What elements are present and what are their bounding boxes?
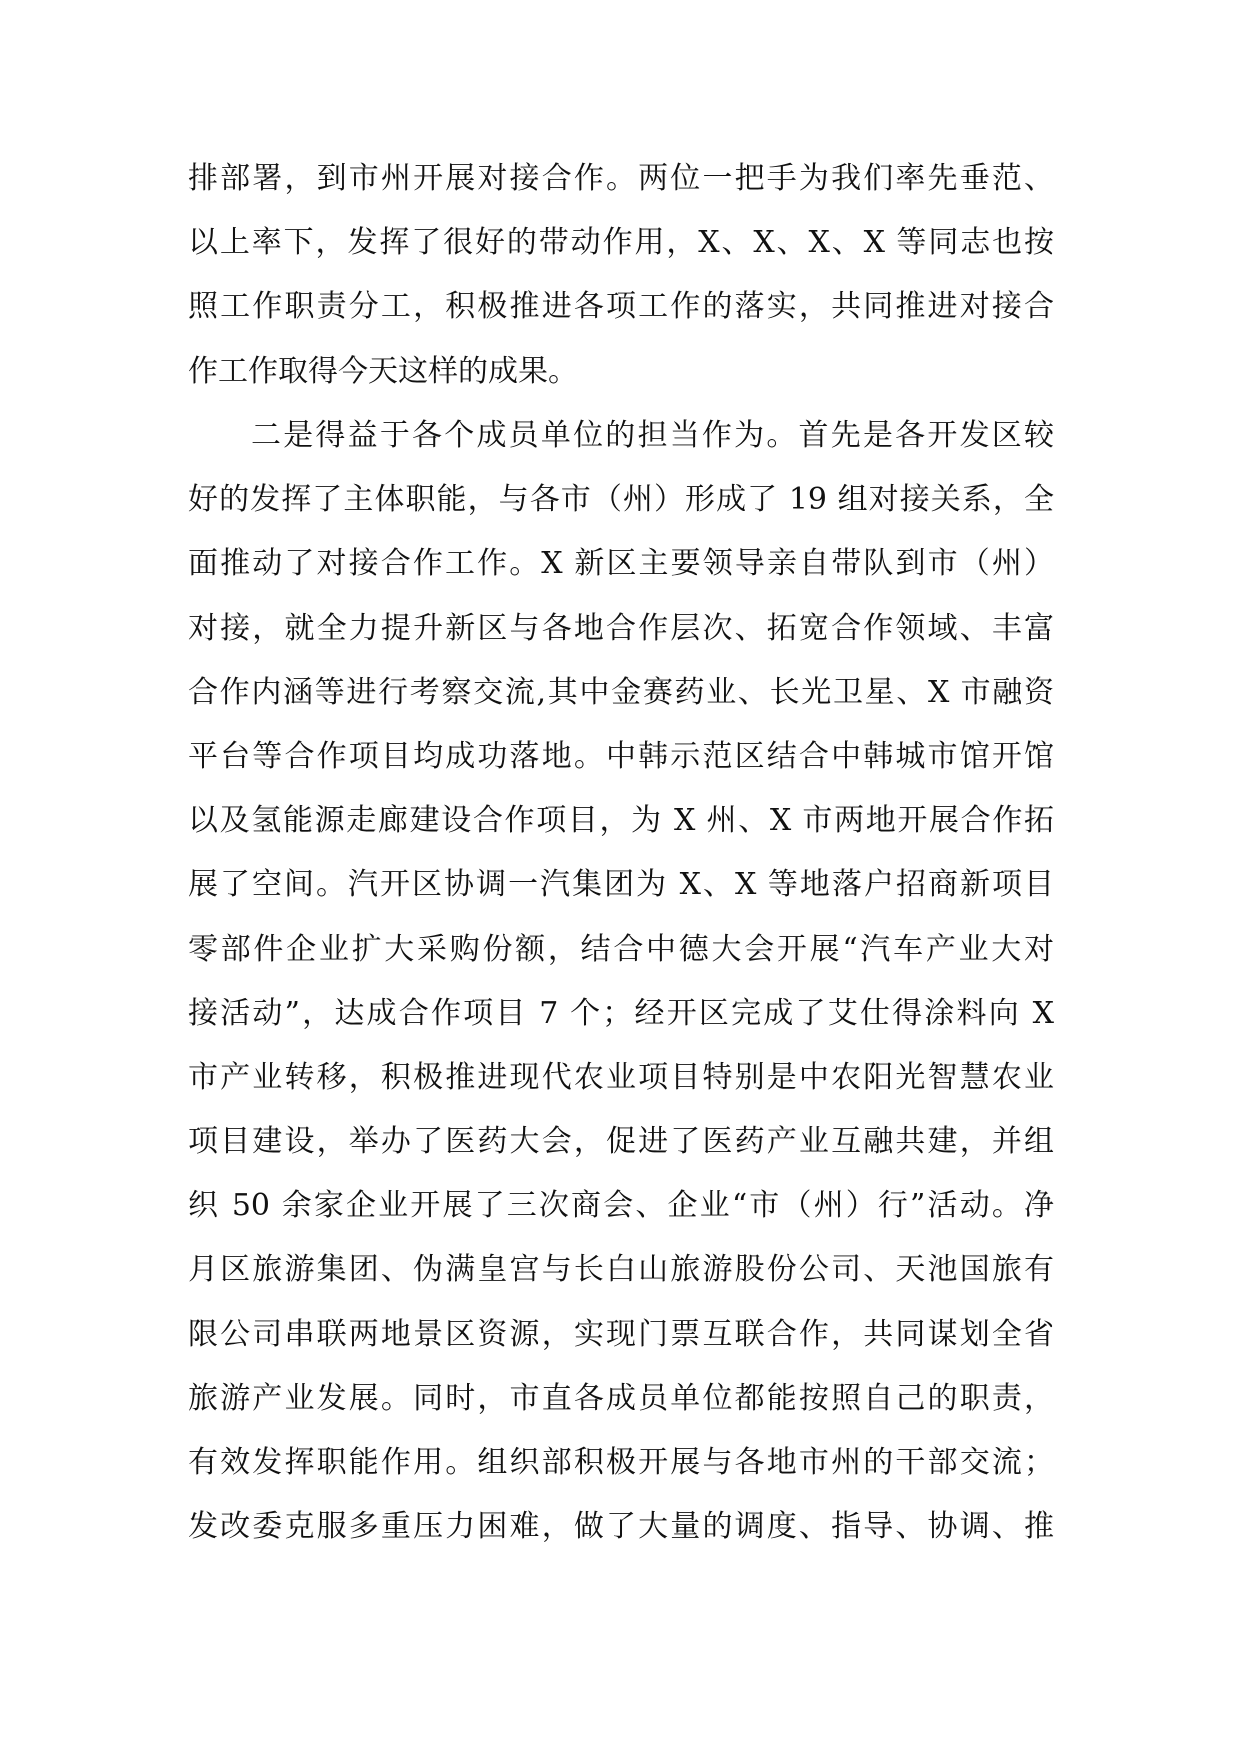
text-line: 面推动了对接合作工作。X 新区主要领导亲自带队到市（州） xyxy=(188,546,1054,582)
text-line: 以及氢能源走廊建设合作项目，为 X 州、X 市两地开展合作拓 xyxy=(188,803,1054,839)
text-line: 作工作取得今天这样的成果。 xyxy=(188,353,578,389)
text-line: 平台等合作项目均成功落地。中韩示范区结合中韩城市馆开馆 xyxy=(188,738,1054,774)
text-line: 以上率下，发挥了很好的带动作用，X、X、X、X 等同志也按 xyxy=(188,225,1054,261)
text-line: 好的发挥了主体职能，与各市（州）形成了 19 组对接关系，全 xyxy=(188,482,1054,518)
text-line: 限公司串联两地景区资源，实现门票互联合作，共同谋划全省 xyxy=(188,1316,1054,1352)
text-line: 零部件企业扩大采购份额，结合中德大会开展“汽车产业大对 xyxy=(188,931,1054,967)
text-line: 有效发挥职能作用。组织部积极开展与各地市州的干部交流； xyxy=(188,1445,1054,1480)
text-line: 排部署，到市州开展对接合作。两位一把手为我们率先垂范、 xyxy=(188,161,1054,196)
text-line: 旅游产业发展。同时，市直各成员单位都能按照自己的职责， xyxy=(188,1380,1054,1416)
text-line: 照工作职责分工，积极推进各项工作的落实，共同推进对接合 xyxy=(188,289,1054,325)
text-line: 织 50 余家企业开展了三次商会、企业“市（州）行”活动。净 xyxy=(188,1188,1054,1224)
text-line: 对接，就全力提升新区与各地合作层次、拓宽合作领域、丰富 xyxy=(188,610,1054,646)
text-line: 展了空间。汽开区协调一汽集团为 X、X 等地落户招商新项目 xyxy=(188,867,1054,903)
text-line: 合作内涵等进行考察交流,其中金赛药业、长光卫星、X 市融资 xyxy=(188,674,1054,710)
paragraph-continuation xyxy=(188,147,1054,404)
text-line: 项目建设，举办了医药大会，促进了医药产业互融共建，并组 xyxy=(188,1124,1054,1160)
text-line: 市产业转移，积极推进现代农业项目特别是中农阳光智慧农业 xyxy=(188,1059,1054,1095)
text-line: 发改委克服多重压力困难，做了大量的调度、指导、协调、推 xyxy=(188,1509,1054,1545)
text-line-first: 二是得益于各个成员单位的担当作为。首先是各开发区较 xyxy=(251,418,1054,453)
paragraph-two xyxy=(188,404,1054,1559)
text-line: 接活动”，达成合作项目 7 个；经开区完成了艾仕得涂料向 X xyxy=(188,995,1054,1031)
text-line: 月区旅游集团、伪满皇宫与长白山旅游股份公司、天池国旅有 xyxy=(188,1252,1054,1288)
